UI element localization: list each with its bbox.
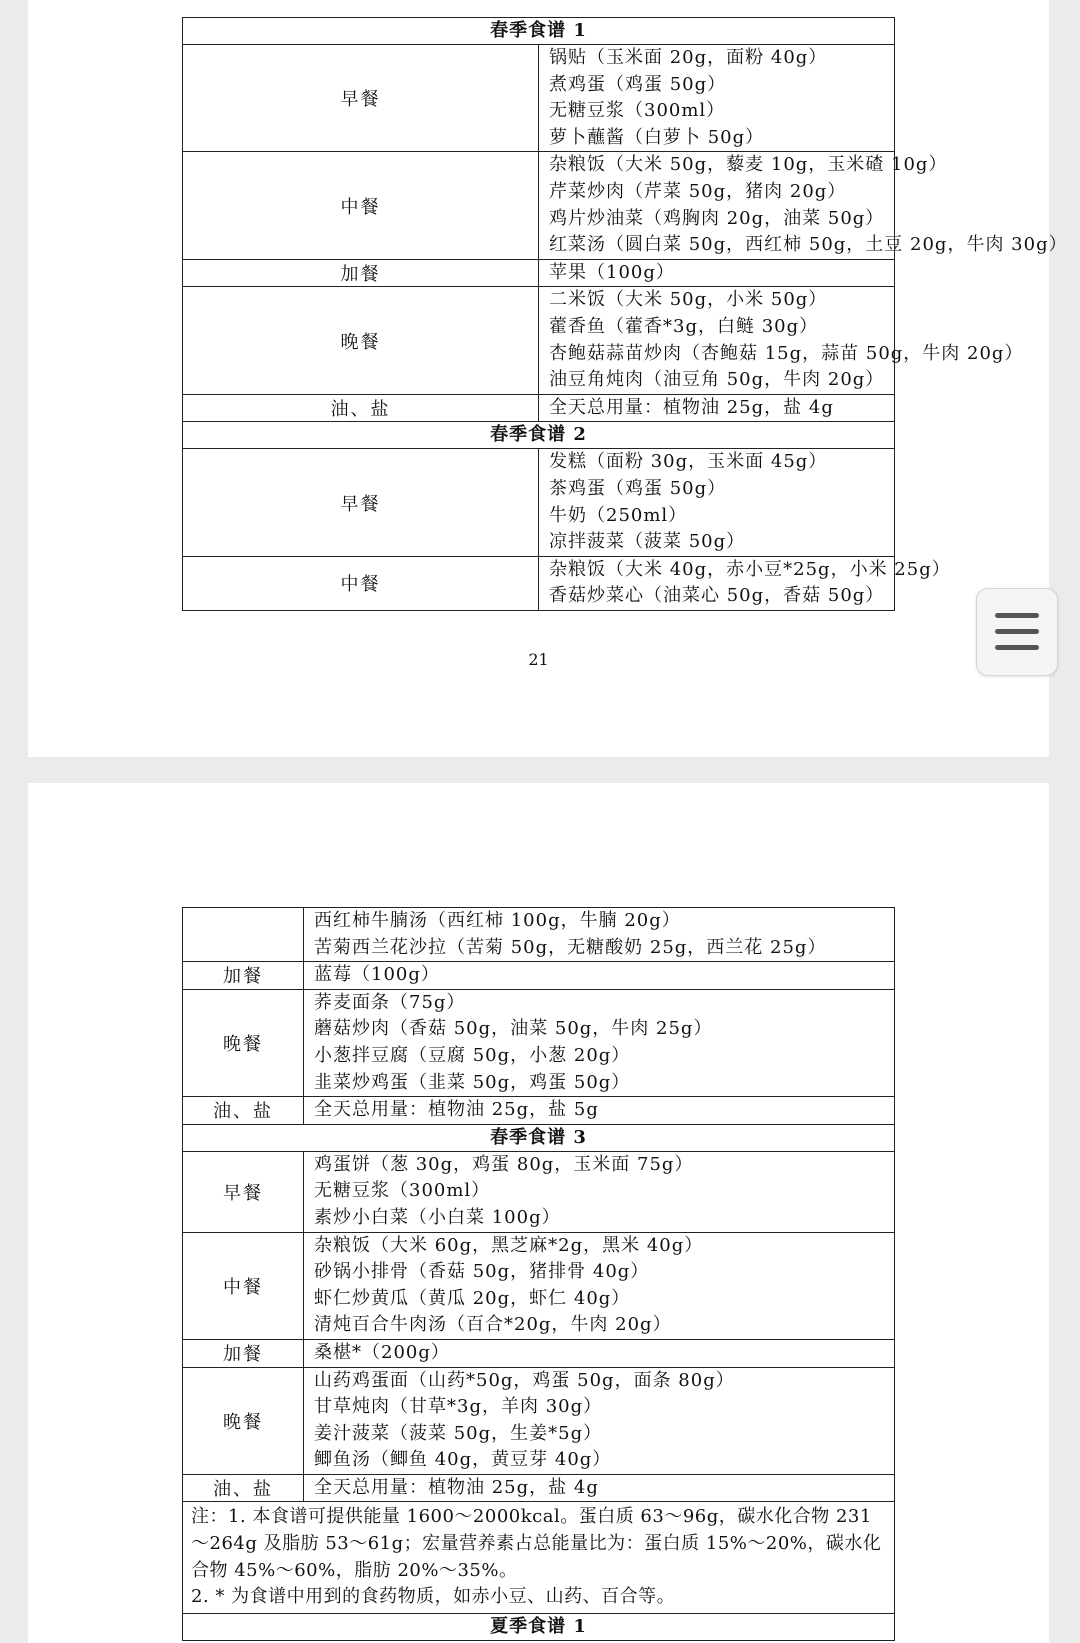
- meal-items: [539, 556, 951, 610]
- meal-name: 油、盐: [183, 1097, 304, 1125]
- menu-title: 春季食谱 1: [183, 18, 895, 45]
- meal-row: [183, 394, 895, 422]
- meal-row: [183, 1097, 895, 1125]
- meal-row: [183, 1339, 895, 1367]
- meal-items: [304, 908, 895, 962]
- meal-name: 加餐: [183, 962, 304, 990]
- meal-row: [183, 1232, 895, 1339]
- meal-row: [183, 449, 895, 556]
- menu-button[interactable]: [976, 588, 1058, 676]
- food-item: 杂粮饭（大米 40g，赤小豆*25g，小米 25g）: [549, 558, 951, 580]
- food-item: 杂粮饭（大米 50g，藜麦 10g，玉米碴 10g）: [549, 154, 948, 176]
- food-item: 锅贴（玉米面 20g，面粉 40g）: [549, 47, 828, 68]
- food-item: 全天总用量：植物油 25g，盐 4g: [549, 396, 834, 418]
- food-item: 姜汁菠菜（菠菜 50g，生姜*5g）: [314, 1422, 603, 1444]
- food-item: 荞麦面条（75g）: [314, 991, 466, 1013]
- food-item: 桑椹*（200g）: [314, 1341, 450, 1363]
- meal-items: [539, 449, 895, 556]
- food-item: 全天总用量：植物油 25g，盐 5g: [314, 1099, 599, 1121]
- menu-title-row: [183, 422, 895, 449]
- meal-items: [304, 1232, 895, 1339]
- food-item: 发糕（面粉 30g，玉米面 45g）: [549, 451, 828, 473]
- menu-title-row: [183, 1613, 895, 1640]
- meal-row: [183, 989, 895, 1096]
- food-item: 西红柿牛腩汤（西红柿 100g，牛腩 20g）: [314, 910, 681, 931]
- menu-table-page-21: [182, 17, 1068, 611]
- food-item: 蓝莓（100g）: [314, 964, 440, 986]
- document-page-21: [28, 0, 1068, 757]
- menu-title: 春季食谱 2: [183, 422, 895, 449]
- menu-title-row: [183, 18, 895, 45]
- meal-row: [183, 962, 895, 990]
- food-item: 全天总用量：植物油 25g，盐 4g: [314, 1476, 599, 1498]
- note-line-1: 注：1. 本食谱可提供能量 1600～2000kcal。蛋白质 63～96g，碳水化合物 231～264g 及脂肪 53～61g；宏量营养素占总能量比为：蛋白质 15%～20%，碳水化合物 45%～60%，脂肪 20%～35%。: [191, 1506, 882, 1581]
- meal-row: [183, 1367, 895, 1474]
- meal-name: 加餐: [183, 259, 539, 287]
- meal-items: [304, 1474, 895, 1502]
- document-page-22: [28, 783, 1049, 1643]
- meal-name: 中餐: [183, 556, 539, 610]
- food-item: 无糖豆浆（300ml）: [549, 100, 726, 122]
- meal-name: 中餐: [183, 1232, 304, 1339]
- food-item: 杂粮饭（大米 60g，黑芝麻*2g，黑米 40g）: [314, 1234, 704, 1256]
- meal-items: [304, 1367, 895, 1474]
- food-item: 蘑菇炒肉（香菇 50g，油菜 50g，牛肉 25g）: [314, 1018, 713, 1040]
- food-item: 芹菜炒肉（芹菜 50g，猪肉 20g）: [549, 180, 847, 202]
- note-row: [183, 1502, 895, 1613]
- meal-row: [183, 259, 895, 287]
- food-item: 二米饭（大米 50g，小米 50g）: [549, 289, 828, 311]
- food-item: 鲫鱼汤（鲫鱼 40g，黄豆芽 40g）: [314, 1449, 612, 1471]
- meal-items: [539, 259, 895, 287]
- food-item: 清炖百合牛肉汤（百合*20g，牛肉 20g）: [314, 1314, 672, 1336]
- meal-name: [183, 908, 304, 962]
- food-item: 山药鸡蛋面（山药*50g，鸡蛋 50g，面条 80g）: [314, 1369, 735, 1391]
- food-item: 鸡蛋饼（葱 30g，鸡蛋 80g，玉米面 75g）: [314, 1153, 694, 1175]
- meal-row: [183, 556, 895, 610]
- menu-title: 春季食谱 3: [183, 1124, 895, 1151]
- note: [183, 1502, 895, 1613]
- food-item: 素炒小白菜（小白菜 100g）: [314, 1206, 561, 1228]
- meal-items: [304, 962, 895, 990]
- food-item: 茶鸡蛋（鸡蛋 50g）: [549, 477, 727, 499]
- meal-items: [539, 152, 1068, 259]
- food-item: 藿香鱼（藿香*3g，白鲢 30g）: [549, 315, 819, 337]
- food-item: 鸡片炒油菜（鸡胸肉 20g，油菜 50g）: [549, 207, 885, 229]
- meal-name: 中餐: [183, 152, 539, 259]
- meal-name: 早餐: [183, 1151, 304, 1232]
- page-number: 21: [528, 650, 549, 669]
- meal-name: 油、盐: [183, 1474, 304, 1502]
- meal-row: [183, 1474, 895, 1502]
- note-line-2: 2. * 为食谱中用到的食药物质，如赤小豆、山药、百合等。: [191, 1586, 676, 1608]
- meal-row: [183, 908, 895, 962]
- meal-row: [183, 45, 895, 152]
- food-item: 砂锅小排骨（香菇 50g，猪排骨 40g）: [314, 1261, 650, 1283]
- meal-name: 晚餐: [183, 1367, 304, 1474]
- food-item: 苦菊西兰花沙拉（苦菊 50g，无糖酸奶 25g，西兰花 25g）: [314, 936, 827, 958]
- meal-items: [304, 1339, 895, 1367]
- meal-row: [183, 152, 895, 259]
- hamburger-icon: [995, 613, 1039, 618]
- meal-name: 早餐: [183, 449, 539, 556]
- food-item: 煮鸡蛋（鸡蛋 50g）: [549, 73, 727, 95]
- food-item: 甘草炖肉（甘草*3g，羊肉 30g）: [314, 1396, 603, 1418]
- meal-name: 油、盐: [183, 394, 539, 422]
- food-item: 虾仁炒黄瓜（黄瓜 20g，虾仁 40g）: [314, 1287, 631, 1309]
- meal-items: [539, 45, 895, 152]
- meal-items: [539, 394, 895, 422]
- food-item: 小葱拌豆腐（豆腐 50g，小葱 20g）: [314, 1044, 631, 1066]
- food-item: 牛奶（250ml）: [549, 504, 688, 526]
- food-item: 红菜汤（圆白菜 50g，西红柿 50g，土豆 20g，牛肉 30g）: [549, 234, 1068, 256]
- food-item: 凉拌菠菜（菠菜 50g）: [549, 531, 746, 553]
- food-item: 韭菜炒鸡蛋（韭菜 50g，鸡蛋 50g）: [314, 1071, 631, 1093]
- meal-items: [304, 989, 895, 1096]
- meal-name: 晚餐: [183, 287, 539, 394]
- meal-items: [304, 1151, 895, 1232]
- menu-table-page-22: [182, 907, 895, 1641]
- menu-title-row: [183, 1124, 895, 1151]
- food-item: 杏鲍菇蒜苗炒肉（杏鲍菇 15g，蒜苗 50g，牛肉 20g）: [549, 342, 1024, 364]
- meal-name: 加餐: [183, 1339, 304, 1367]
- food-item: 无糖豆浆（300ml）: [314, 1180, 491, 1202]
- meal-items: [539, 287, 1024, 394]
- meal-row: [183, 1151, 895, 1232]
- food-item: 油豆角炖肉（油豆角 50g，牛肉 20g）: [549, 369, 885, 391]
- food-item: 苹果（100g）: [549, 261, 675, 283]
- meal-name: 晚餐: [183, 989, 304, 1096]
- meal-items: [304, 1097, 895, 1125]
- meal-row: [183, 287, 895, 394]
- food-item: 香菇炒菜心（油菜心 50g，香菇 50g）: [549, 585, 885, 607]
- meal-name: 早餐: [183, 45, 539, 152]
- menu-title-partial: 夏季食谱 1: [183, 1613, 895, 1640]
- food-item: 萝卜蘸酱（白萝卜 50g）: [549, 126, 765, 148]
